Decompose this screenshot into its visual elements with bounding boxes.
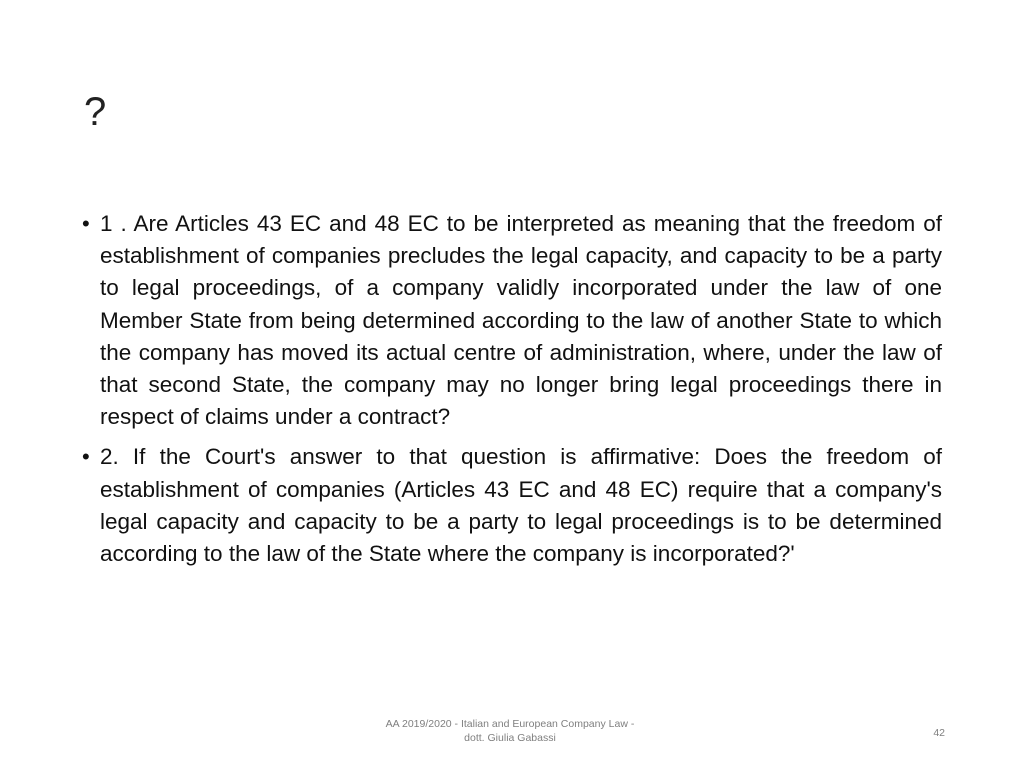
bullet-text-question-2: 2. If the Court's answer to that question is affirmative: Does the freedom of establishment of companies (Articles 43 EC and 48 EC) require that a company's legal capacity and capacity to be a party to legal proceedings is to be determined according to the law of the State where the company is incorporated?' bbox=[100, 444, 942, 567]
slide-title: ? bbox=[84, 90, 107, 134]
bullet-marker-icon: • bbox=[82, 211, 90, 236]
bullet-list bbox=[80, 208, 942, 570]
slide-content bbox=[80, 208, 942, 578]
slide-page-number: 42 bbox=[933, 727, 945, 739]
footer-line-1: AA 2019/2020 - Italian and European Company Law - bbox=[385, 718, 635, 730]
bullet-marker-icon: • bbox=[82, 444, 90, 470]
bullet-item-question-1 bbox=[80, 208, 942, 433]
footer-line-2: dott. Giulia Gabassi bbox=[464, 732, 556, 744]
bullet-text-question-1: 1 . Are Articles 43 EC and 48 EC to be interpreted as meaning that the freedom of establishment of companies precludes the legal capacity, and capacity to be a party to legal proceedings, of a company validly incorporated under the law of one Member State from being determined according to the law of another State to which the company has moved its actual centre of administration, where, under the law of that second State, the company may no longer bring legal proceedings there in respect of claims under a contract? bbox=[100, 211, 942, 430]
bullet-item-question-2 bbox=[80, 441, 942, 570]
footer-course-info bbox=[360, 717, 660, 745]
